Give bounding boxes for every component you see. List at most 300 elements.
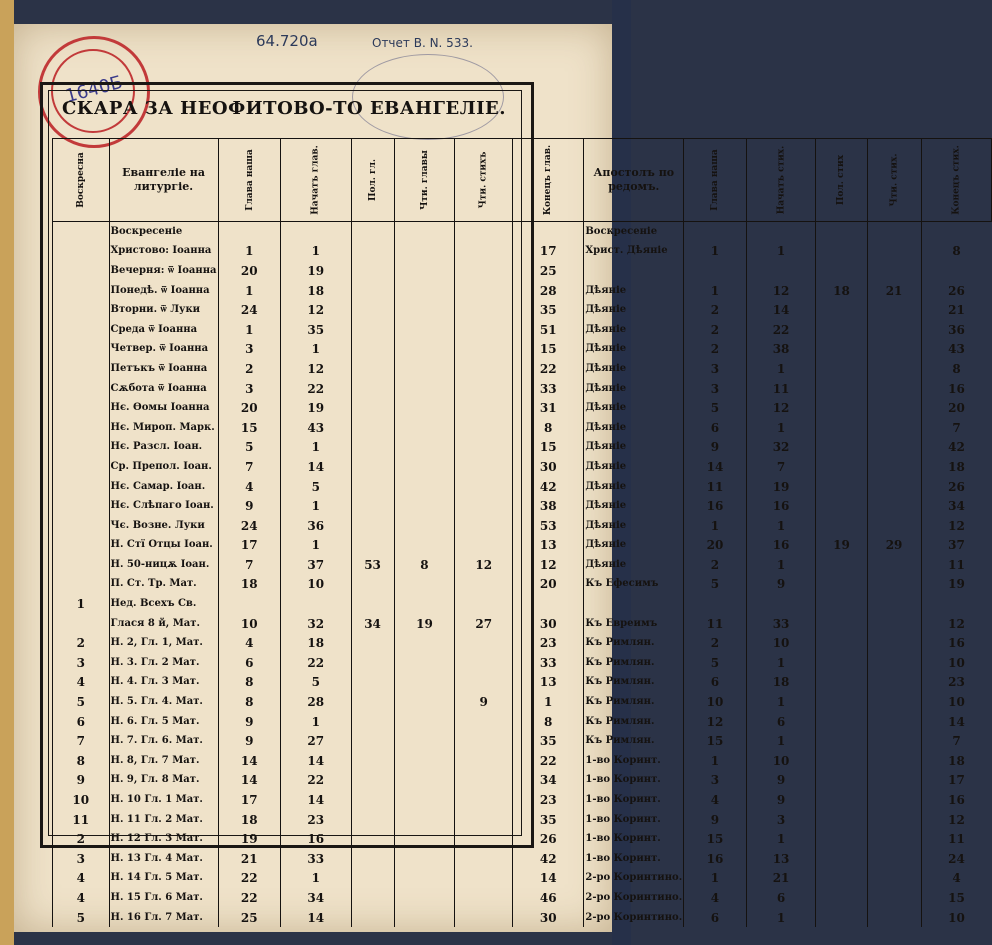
header-cell: Конецъ стих. xyxy=(921,139,991,222)
table-cell: 3 xyxy=(53,849,110,869)
table-row xyxy=(53,536,992,556)
table-cell xyxy=(351,849,394,869)
table-cell: 30 xyxy=(513,908,584,928)
table-cell xyxy=(867,340,921,360)
table-cell: 2 xyxy=(684,555,747,575)
table-cell xyxy=(351,418,394,438)
table-row xyxy=(53,242,992,262)
table-cell: 6 xyxy=(746,712,816,732)
table-row xyxy=(53,575,992,595)
table-cell: 19 xyxy=(816,536,867,556)
table-cell: 3 xyxy=(746,810,816,830)
table-cell xyxy=(53,359,110,379)
table-cell: Дѣяніе xyxy=(584,281,684,301)
table-cell xyxy=(394,516,455,536)
table-cell xyxy=(351,712,394,732)
table-cell: 19 xyxy=(921,575,991,595)
table-cell: 43 xyxy=(921,340,991,360)
table-cell: 42 xyxy=(921,438,991,458)
table-cell xyxy=(746,261,816,281)
table-cell xyxy=(455,771,513,791)
table-cell: Четвер. ѿ Іоанна xyxy=(109,340,218,360)
table-cell: 4 xyxy=(684,888,747,908)
table-cell: Нє. Мироп. Марк. xyxy=(109,418,218,438)
gospel-table xyxy=(52,138,992,927)
table-cell: 1 xyxy=(746,653,816,673)
table-cell xyxy=(513,594,584,614)
table-cell: 29 xyxy=(867,536,921,556)
table-cell xyxy=(867,516,921,536)
table-cell: 18 xyxy=(816,281,867,301)
table-cell: 19 xyxy=(281,398,351,418)
table-cell: 14 xyxy=(281,457,351,477)
table-cell: 18 xyxy=(281,633,351,653)
table-cell: 2-ро Коринтино. xyxy=(584,908,684,928)
table-cell: 34 xyxy=(513,771,584,791)
table-cell: 2 xyxy=(218,359,281,379)
table-cell: 34 xyxy=(921,496,991,516)
table-cell: 1 xyxy=(746,242,816,262)
table-cell xyxy=(394,496,455,516)
table-cell xyxy=(867,751,921,771)
table-cell xyxy=(455,908,513,928)
table-cell xyxy=(351,477,394,497)
header-cell: Конецъ глав. xyxy=(513,139,584,222)
table-cell xyxy=(867,790,921,810)
table-cell: 1 xyxy=(281,712,351,732)
table-cell: 16 xyxy=(281,829,351,849)
table-cell xyxy=(921,594,991,614)
table-cell xyxy=(455,379,513,399)
table-row xyxy=(53,888,992,908)
table-row xyxy=(53,340,992,360)
header-cell: Евангеліе на литургіе. xyxy=(109,139,218,222)
table-cell: Къ Ефесимъ xyxy=(584,575,684,595)
table-cell: Петъкъ ѿ Іоанна xyxy=(109,359,218,379)
table-cell: 3 xyxy=(218,340,281,360)
table-cell xyxy=(351,281,394,301)
table-cell: 28 xyxy=(513,281,584,301)
table-row xyxy=(53,281,992,301)
table-cell xyxy=(394,673,455,693)
table-cell: 1-во Коринт. xyxy=(584,771,684,791)
table-cell: 3 xyxy=(684,771,747,791)
table-cell: 23 xyxy=(921,673,991,693)
table-row xyxy=(53,849,992,869)
table-cell xyxy=(816,300,867,320)
table-cell xyxy=(867,222,921,242)
table-cell: Среда ѿ Іоанна xyxy=(109,320,218,340)
table-cell: Дѣяніе xyxy=(584,496,684,516)
table-cell: 11 xyxy=(921,555,991,575)
table-cell: 1 xyxy=(746,829,816,849)
table-cell xyxy=(351,300,394,320)
table-row xyxy=(53,379,992,399)
table-cell xyxy=(455,888,513,908)
table-cell: Нє. Ѳомы Іоанна xyxy=(109,398,218,418)
table-row xyxy=(53,261,992,281)
table-cell xyxy=(351,575,394,595)
header-cell: Апостолъ по редомъ. xyxy=(584,139,684,222)
table-cell xyxy=(394,594,455,614)
table-cell xyxy=(394,340,455,360)
table-cell: 38 xyxy=(746,340,816,360)
table-cell: Н. 10 Гл. 1 Мат. xyxy=(109,790,218,810)
table-cell: 14 xyxy=(281,790,351,810)
book-spine xyxy=(0,0,14,945)
table-cell: 5 xyxy=(684,653,747,673)
table-cell: 12 xyxy=(513,555,584,575)
table-cell: 35 xyxy=(513,810,584,830)
table-cell: 22 xyxy=(218,888,281,908)
table-row xyxy=(53,398,992,418)
table-cell xyxy=(394,790,455,810)
table-cell xyxy=(816,731,867,751)
table-row xyxy=(53,633,992,653)
table-cell: 16 xyxy=(746,536,816,556)
table-cell: 1 xyxy=(281,438,351,458)
table-cell: 9 xyxy=(746,790,816,810)
table-row xyxy=(53,457,992,477)
table-cell xyxy=(867,673,921,693)
table-cell: 8 xyxy=(218,673,281,693)
table-cell xyxy=(53,614,110,634)
table-cell: Дѣяніе xyxy=(584,477,684,497)
table-cell xyxy=(394,222,455,242)
table-cell: 20 xyxy=(513,575,584,595)
table-cell: 10 xyxy=(921,908,991,928)
table-cell: 18 xyxy=(746,673,816,693)
table-cell: 1 xyxy=(746,692,816,712)
table-cell: 15 xyxy=(513,438,584,458)
table-cell xyxy=(281,222,351,242)
header-cell: Начатъ стих. xyxy=(746,139,816,222)
table-cell: 2 xyxy=(684,633,747,653)
table-cell xyxy=(921,222,991,242)
table-cell: 10 xyxy=(218,614,281,634)
header-cell: Воскресна xyxy=(53,139,110,222)
table-cell xyxy=(816,653,867,673)
table-cell xyxy=(351,869,394,889)
table-cell: 5 xyxy=(684,398,747,418)
table-cell: 6 xyxy=(218,653,281,673)
table-cell xyxy=(746,222,816,242)
table-cell xyxy=(816,379,867,399)
table-cell: 53 xyxy=(513,516,584,536)
table-cell xyxy=(455,849,513,869)
table-cell: Дѣяніе xyxy=(584,555,684,575)
table-cell: Дѣяніе xyxy=(584,457,684,477)
table-cell xyxy=(455,516,513,536)
table-cell xyxy=(816,712,867,732)
table-cell xyxy=(455,438,513,458)
table-cell xyxy=(816,359,867,379)
table-cell: 9 xyxy=(218,731,281,751)
table-cell: 20 xyxy=(218,261,281,281)
table-cell: Дѣяніе xyxy=(584,340,684,360)
table-cell xyxy=(394,849,455,869)
table-cell: Христ. Дѣяніе xyxy=(584,242,684,262)
table-cell: 23 xyxy=(281,810,351,830)
table-cell: 10 xyxy=(53,790,110,810)
header-cell: Глава наша xyxy=(684,139,747,222)
table-cell: 16 xyxy=(921,379,991,399)
table-cell: Н. 5. Гл. 4. Мат. xyxy=(109,692,218,712)
table-cell: 11 xyxy=(53,810,110,830)
table-cell: 8 xyxy=(921,242,991,262)
table-cell xyxy=(351,496,394,516)
table-cell xyxy=(867,359,921,379)
table-cell: 46 xyxy=(513,888,584,908)
table-cell: Н. 15 Гл. 6 Мат. xyxy=(109,888,218,908)
table-cell xyxy=(816,673,867,693)
table-cell: Нед. Всехъ Св. xyxy=(109,594,218,614)
table-cell: 15 xyxy=(921,888,991,908)
table-cell: 6 xyxy=(684,418,747,438)
table-cell: Къ Римлян. xyxy=(584,633,684,653)
table-cell: Къ Римлян. xyxy=(584,712,684,732)
table-cell xyxy=(867,457,921,477)
table-cell xyxy=(53,457,110,477)
table-cell xyxy=(867,908,921,928)
table-cell: Къ Римлян. xyxy=(584,692,684,712)
table-cell xyxy=(53,555,110,575)
table-cell: Дѣяніе xyxy=(584,536,684,556)
table-cell: Н. 12 Гл. 3 Мат. xyxy=(109,829,218,849)
table-cell xyxy=(816,869,867,889)
table-cell xyxy=(816,790,867,810)
table-cell: Нє. Разсл. Іоан. xyxy=(109,438,218,458)
table-cell: 12 xyxy=(921,516,991,536)
table-cell: Глася 8 й, Мат. xyxy=(109,614,218,634)
table-cell: 2 xyxy=(684,300,747,320)
table-cell: 1 xyxy=(746,359,816,379)
table-cell: 12 xyxy=(281,300,351,320)
table-cell xyxy=(351,340,394,360)
table-cell: Н. 50-ницѫ Іоан. xyxy=(109,555,218,575)
table-cell: 14 xyxy=(684,457,747,477)
table-cell: 1-во Коринт. xyxy=(584,810,684,830)
table-cell xyxy=(455,300,513,320)
table-cell xyxy=(394,300,455,320)
table-cell: Дѣяніе xyxy=(584,320,684,340)
table-cell: 4 xyxy=(218,633,281,653)
table-cell xyxy=(351,359,394,379)
table-cell xyxy=(351,790,394,810)
table-cell xyxy=(455,829,513,849)
table-row xyxy=(53,516,992,536)
table-cell xyxy=(867,594,921,614)
table-cell: 26 xyxy=(513,829,584,849)
table-cell: 12 xyxy=(921,810,991,830)
table-row xyxy=(53,300,992,320)
table-cell xyxy=(351,320,394,340)
table-cell xyxy=(351,633,394,653)
table-cell: Н. 6. Гл. 5 Мат. xyxy=(109,712,218,732)
table-cell: Дѣяніе xyxy=(584,379,684,399)
table-cell xyxy=(921,261,991,281)
table-cell: 36 xyxy=(281,516,351,536)
table-body xyxy=(53,222,992,928)
table-cell xyxy=(394,438,455,458)
table-cell xyxy=(394,908,455,928)
table-cell: 7 xyxy=(218,457,281,477)
table-cell: 12 xyxy=(746,398,816,418)
table-cell: 9 xyxy=(746,771,816,791)
table-cell: 11 xyxy=(921,829,991,849)
table-cell: 1 xyxy=(281,536,351,556)
table-cell xyxy=(351,692,394,712)
table-cell: 28 xyxy=(281,692,351,712)
table-cell: 16 xyxy=(921,790,991,810)
table-row xyxy=(53,829,992,849)
table-cell: 12 xyxy=(455,555,513,575)
table-cell: Дѣяніе xyxy=(584,516,684,536)
table-cell: 7 xyxy=(53,731,110,751)
table-cell xyxy=(394,810,455,830)
table-cell: 19 xyxy=(218,829,281,849)
table-cell: 4 xyxy=(53,869,110,889)
table-cell: 15 xyxy=(684,829,747,849)
catalog-mark: 64.720а xyxy=(256,32,318,50)
table-cell: 17 xyxy=(921,771,991,791)
table-cell xyxy=(455,751,513,771)
header-cell: Начатъ глав. xyxy=(281,139,351,222)
table-cell: 1-во Коринт. xyxy=(584,751,684,771)
table-cell xyxy=(867,555,921,575)
table-cell: 24 xyxy=(218,300,281,320)
table-cell xyxy=(455,790,513,810)
table-cell xyxy=(394,692,455,712)
table-row xyxy=(53,594,992,614)
table-cell xyxy=(513,222,584,242)
table-cell: 20 xyxy=(921,398,991,418)
table-cell xyxy=(351,261,394,281)
table-cell: 5 xyxy=(281,673,351,693)
table-cell: 5 xyxy=(53,692,110,712)
table-cell xyxy=(584,594,684,614)
table-cell xyxy=(394,536,455,556)
table-cell: 19 xyxy=(746,477,816,497)
table-cell: 30 xyxy=(513,614,584,634)
table-cell: 27 xyxy=(281,731,351,751)
table-cell xyxy=(455,653,513,673)
table-row xyxy=(53,869,992,889)
table-cell xyxy=(867,379,921,399)
table-cell xyxy=(455,712,513,732)
table-cell: 6 xyxy=(53,712,110,732)
table-cell: 8 xyxy=(513,418,584,438)
table-cell xyxy=(218,594,281,614)
table-cell: 11 xyxy=(684,477,747,497)
table-cell: 33 xyxy=(746,614,816,634)
table-cell xyxy=(53,477,110,497)
table-cell xyxy=(867,300,921,320)
table-cell xyxy=(394,829,455,849)
table-cell xyxy=(455,633,513,653)
table-cell xyxy=(816,555,867,575)
table-cell: 1 xyxy=(684,516,747,536)
table-cell: 43 xyxy=(281,418,351,438)
table-cell: 17 xyxy=(513,242,584,262)
table-cell: 18 xyxy=(218,810,281,830)
table-cell xyxy=(53,398,110,418)
table-cell: Дѣяніе xyxy=(584,418,684,438)
table-cell: 23 xyxy=(513,790,584,810)
table-cell: Н. 3. Гл. 2 Мат. xyxy=(109,653,218,673)
table-cell xyxy=(455,869,513,889)
table-cell xyxy=(867,320,921,340)
table-cell xyxy=(455,810,513,830)
table-cell xyxy=(455,496,513,516)
table-cell: 9 xyxy=(218,496,281,516)
table-cell xyxy=(816,418,867,438)
table-cell xyxy=(867,496,921,516)
table-cell: 1 xyxy=(513,692,584,712)
table-cell: 4 xyxy=(921,869,991,889)
table-cell: 33 xyxy=(513,653,584,673)
table-cell: 24 xyxy=(921,849,991,869)
table-cell: 1 xyxy=(746,516,816,536)
table-cell: 16 xyxy=(684,496,747,516)
table-cell: Чє. Возне. Луки xyxy=(109,516,218,536)
table-cell: Н. 8, Гл. 7 Мат. xyxy=(109,751,218,771)
table-cell: 15 xyxy=(218,418,281,438)
table-cell xyxy=(394,771,455,791)
table-cell: Воскресеніе xyxy=(109,222,218,242)
table-cell xyxy=(53,320,110,340)
table-cell xyxy=(351,536,394,556)
table-cell: 36 xyxy=(921,320,991,340)
table-cell xyxy=(867,869,921,889)
table-cell xyxy=(816,477,867,497)
table-cell: 10 xyxy=(746,633,816,653)
table-cell: 32 xyxy=(281,614,351,634)
header-row xyxy=(53,139,992,222)
table-cell: 53 xyxy=(351,555,394,575)
table-row xyxy=(53,418,992,438)
table-cell: 8 xyxy=(513,712,584,732)
table-cell: 1 xyxy=(684,869,747,889)
table-cell: 3 xyxy=(218,379,281,399)
table-row xyxy=(53,712,992,732)
table-cell: 33 xyxy=(281,849,351,869)
table-cell xyxy=(455,281,513,301)
table-cell xyxy=(394,751,455,771)
table-cell: Воскресеніе xyxy=(584,222,684,242)
table-cell: 34 xyxy=(351,614,394,634)
table-cell xyxy=(394,869,455,889)
table-cell: Н. 2, Гл. 1, Мат. xyxy=(109,633,218,653)
table-cell xyxy=(455,477,513,497)
table-cell: 1-во Коринт. xyxy=(584,849,684,869)
table-cell: Дѣяніе xyxy=(584,438,684,458)
table-cell xyxy=(53,340,110,360)
table-cell: 2 xyxy=(684,340,747,360)
table-cell xyxy=(455,418,513,438)
table-cell xyxy=(53,261,110,281)
table-cell: 20 xyxy=(218,398,281,418)
table-cell xyxy=(816,888,867,908)
table-cell: 7 xyxy=(746,457,816,477)
table-cell xyxy=(816,340,867,360)
table-cell xyxy=(816,516,867,536)
table-cell xyxy=(351,888,394,908)
table-cell: 7 xyxy=(921,731,991,751)
table-cell: 12 xyxy=(746,281,816,301)
table-cell xyxy=(351,438,394,458)
table-cell: 8 xyxy=(218,692,281,712)
